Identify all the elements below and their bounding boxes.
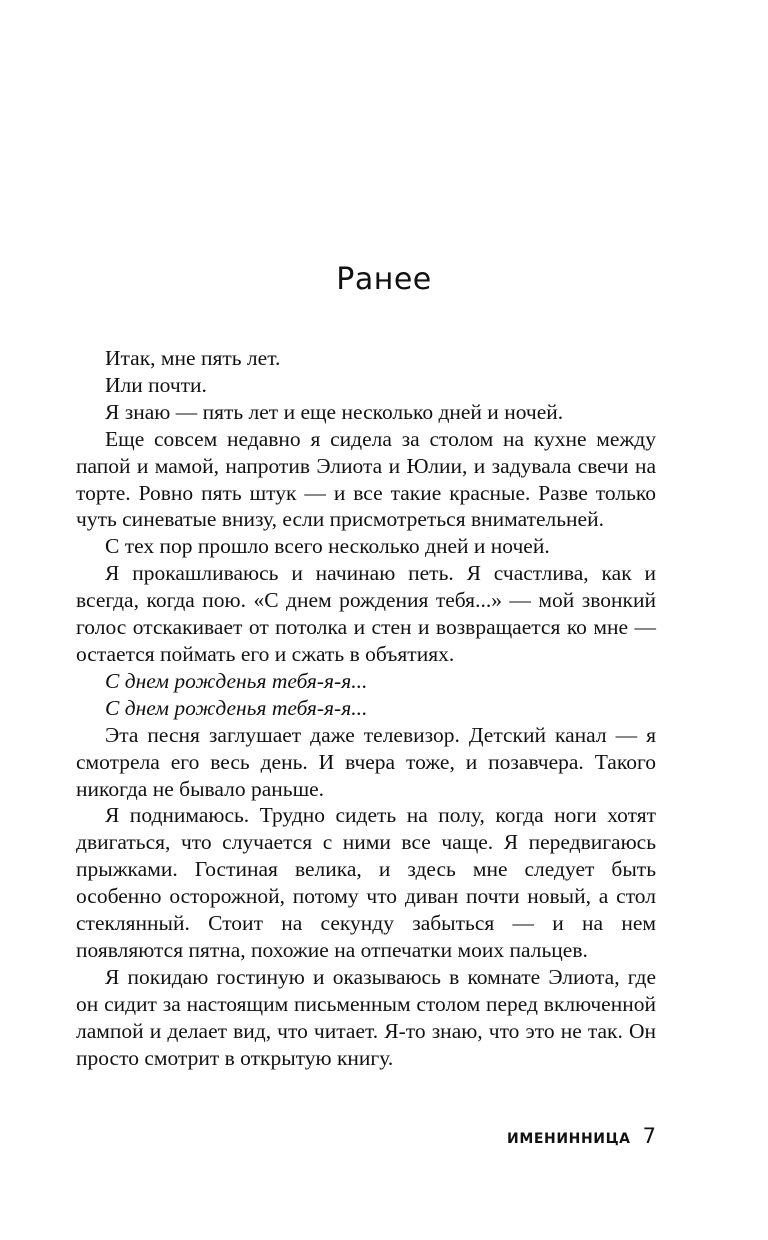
paragraph: Или почти. bbox=[105, 372, 207, 397]
paragraph: Я покидаю гостиную и оказываюсь в комнате Элиота, где он сидит за настоящим письменным столом перед включенной лампой и делает вид, что читает. Я-то знаю, что это не так. Он просто смотрит в открытую книгу. bbox=[76, 964, 656, 1070]
page-number: 7 bbox=[642, 1124, 656, 1148]
paragraph: Эта песня заглушает даже телевизор. Детский канал — я смотрела его весь день. И вчера тоже, и позавчера. Такого никогда не бывало раньше. bbox=[76, 722, 656, 801]
paragraph: Еще совсем недавно я сидела за столом на кухне между папой и мамой, напротив Элиота и Юлии, и задувала свечи на торте. Ровно пять штук — и все такие красные. Разве только чуть синеватые внизу, если присмотреться внимательней. bbox=[76, 426, 656, 532]
paragraph: Я знаю — пять лет и еще несколько дней и ночей. bbox=[105, 399, 564, 424]
running-footer bbox=[507, 1124, 656, 1148]
song-line: С днем рожденья тебя-я-я... bbox=[105, 695, 368, 720]
chapter-title: Ранее bbox=[336, 262, 432, 297]
paragraph: Я поднимаюсь. Трудно сидеть на полу, когда ноги хотят двигаться, что случается с ними все чаще. Я передвигаюсь прыжками. Гостиная велика, и здесь мне следует быть особенно осторожной, потому что диван почти новый, а стол стеклянный. Стоит на секунду забыться — и на нем появляются пятна, похожие на отпечатки моих пальцев. bbox=[76, 803, 656, 962]
paragraph: Я прокашливаюсь и начинаю петь. Я счастлива, как и всегда, когда пою. «С днем рождения тебя...» — мой звонкий голос отскакивает от потолка и стен и возвращается ко мне — остается поймать его и сжать в объятиях. bbox=[76, 561, 656, 666]
chapter-body bbox=[76, 345, 656, 1071]
running-title: ИМЕНИННИЦА bbox=[507, 1131, 631, 1147]
song-line: С днем рожденья тебя-я-я... bbox=[105, 668, 368, 693]
paragraph: Итак, мне пять лет. bbox=[105, 346, 281, 370]
paragraph: С тех пор прошло всего несколько дней и ночей. bbox=[105, 534, 550, 559]
